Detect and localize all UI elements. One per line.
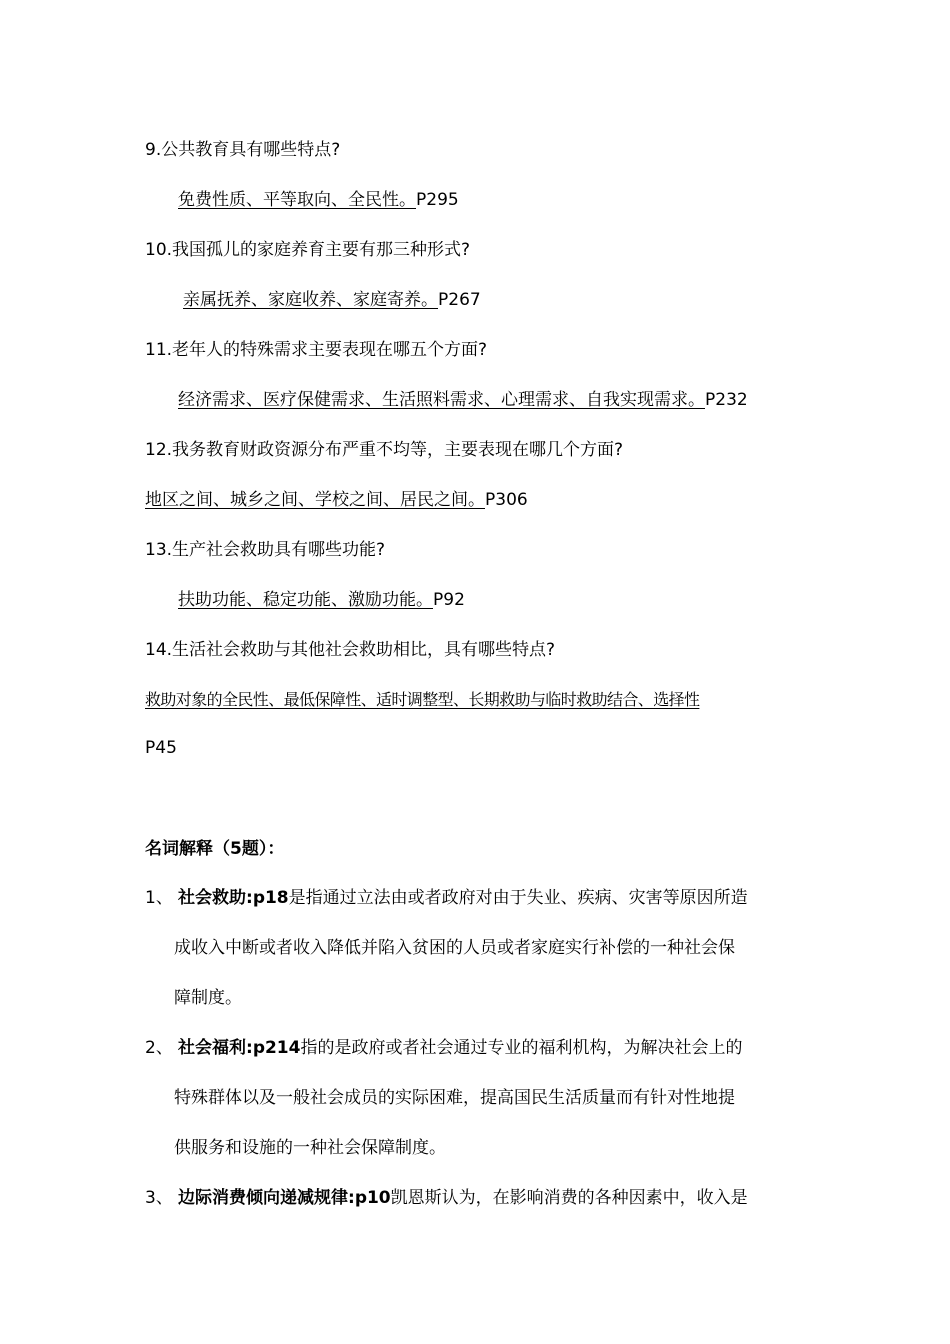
answer-12 <box>145 489 528 511</box>
question-13: 13.生产社会救助具有哪些功能? <box>145 540 386 560</box>
answer-12-text: 地区之间、城乡之间、学校之间、居民之间。 <box>145 490 485 510</box>
definition-1-page: p18 <box>252 888 289 908</box>
definition-1-number: 1、 <box>145 888 173 908</box>
definition-2-text-1: 指的是政府或者社会通过专业的福利机构，为解决社会上的 <box>300 1038 743 1058</box>
definition-3-line-1 <box>178 1187 748 1209</box>
definition-3-term: 边际消费倾向递减规律: <box>178 1188 355 1208</box>
question-10: 10.我国孤儿的家庭养育主要有那三种形式? <box>145 240 471 260</box>
answer-14-text: 救助对象的全民性、最低保障性、适时调整型、长期救助与临时救助结合、选择性 <box>145 690 700 709</box>
answer-13-text: 扶助功能、稳定功能、激励功能。 <box>178 590 433 610</box>
definition-2-number: 2、 <box>145 1038 173 1058</box>
answer-12-ref: P306 <box>485 490 528 510</box>
answer-11 <box>178 389 748 411</box>
section-title: 名词解释（5题）： <box>145 839 285 859</box>
answer-13-ref: P92 <box>433 590 465 610</box>
answer-10-text: 亲属抚养、家庭收养、家庭寄养。 <box>183 290 438 310</box>
answer-9-ref: P295 <box>416 190 459 210</box>
question-14: 14.生活社会救助与其他社会救助相比，具有哪些特点? <box>145 640 556 660</box>
definition-3-page: p10 <box>354 1188 391 1208</box>
question-12: 12.我务教育财政资源分布严重不均等，主要表现在哪几个方面? <box>145 440 624 460</box>
answer-10-ref: P267 <box>438 290 481 310</box>
definition-1-line-2: 成收入中断或者收入降低并陷入贫困的人员或者家庭实行补偿的一种社会保 <box>174 938 735 958</box>
answer-14 <box>145 689 699 711</box>
definition-2-line-3: 供服务和设施的一种社会保障制度。 <box>174 1138 446 1158</box>
definition-1-term: 社会救助: <box>178 888 253 908</box>
answer-9 <box>178 189 459 211</box>
answer-11-ref: P232 <box>705 390 748 410</box>
definition-2-term: 社会福利: <box>178 1038 253 1058</box>
answer-13 <box>178 589 465 611</box>
definition-3-number: 3、 <box>145 1188 173 1208</box>
answer-11-text: 经济需求、医疗保健需求、生活照料需求、心理需求、自我实现需求。 <box>178 390 705 410</box>
answer-9-text: 免费性质、平等取向、全民性。 <box>178 190 416 210</box>
definition-2-line-1 <box>178 1037 742 1059</box>
question-9: 9.公共教育具有哪些特点? <box>145 140 341 160</box>
definition-1-text-1: 是指通过立法由或者政府对由于失业、疾病、灾害等原因所造 <box>288 888 748 908</box>
definition-2-line-2: 特殊群体以及一般社会成员的实际困难，提高国民生活质量而有针对性地提 <box>174 1088 735 1108</box>
definition-1-line-3: 障制度。 <box>174 988 242 1008</box>
definition-1-line-1 <box>178 887 748 909</box>
definition-3-text-1: 凯恩斯认为，在影响消费的各种因素中，收入是 <box>390 1188 748 1208</box>
definition-2-page: p214 <box>252 1038 301 1058</box>
question-11: 11.老年人的特殊需求主要表现在哪五个方面? <box>145 340 488 360</box>
answer-14-ref: P45 <box>145 738 177 758</box>
answer-10 <box>183 289 481 311</box>
